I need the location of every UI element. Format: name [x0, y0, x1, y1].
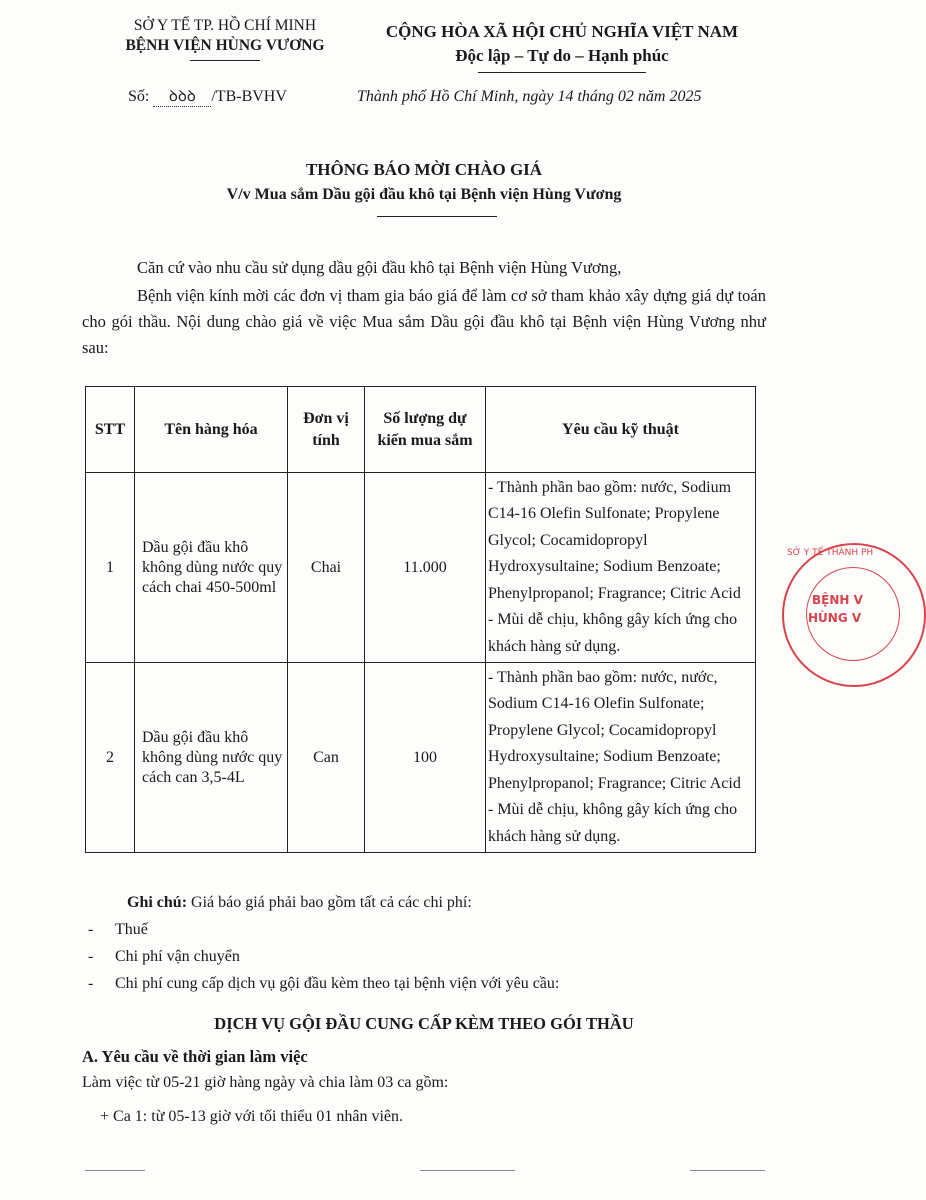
shift-1-text: + Ca 1: từ 05-13 giờ với tối thiểu 01 nhân viên.	[100, 1108, 404, 1125]
list-dash: -	[88, 921, 94, 938]
list-item-text: Chi phí cung cấp dịch vụ gội đầu kèm theo tại bệnh viện với yêu cầu:	[115, 975, 560, 992]
row-unit: Chai	[288, 473, 365, 663]
document-subtitle: V/v Mua sắm Dầu gội đầu khô tại Bệnh viện Hùng Vương	[226, 186, 622, 203]
issuer-block	[95, 16, 355, 56]
header-qty: Số lượng dự kiến mua sắm	[365, 387, 486, 473]
row-requirement-scent: - Mùi dễ chịu, không gây kích ứng cho khách hàng sử dụng.	[488, 611, 738, 655]
document-title: THÔNG BÁO MỜI CHÀO GIÁ	[305, 160, 543, 179]
row-stt: 2	[86, 663, 135, 853]
list-dash: -	[88, 975, 94, 992]
table-row	[86, 473, 756, 663]
work-hours-text: Làm việc từ 05-21 giờ hàng ngày và chia làm 03 ca gồm:	[82, 1074, 449, 1091]
row-name: Dầu gội đầu khô không dùng nước quy cách can 3,5-4L	[135, 663, 288, 853]
row-unit: Can	[288, 663, 365, 853]
row-requirement-composition: - Thành phần bao gồm: nước, nước, Sodium C14-16 Olefin Sulfonate; Propylene Glycol; Cocamidopropyl Hydroxysultaine; Sodium Benzoate; Phenylpropanol; Fragrance; Citric Acid	[488, 668, 741, 792]
footer-mark	[85, 1170, 145, 1171]
document-number	[128, 86, 287, 107]
list-item	[88, 948, 240, 966]
service-title: DỊCH VỤ GỘI ĐẦU CUNG CẤP KÈM THEO GÓI THẦU	[214, 1014, 634, 1033]
footer-mark	[690, 1170, 765, 1171]
list-item-text: Chi phí vận chuyển	[115, 948, 240, 965]
document-number-suffix: /TB-BVHV	[211, 88, 287, 105]
intro-paragraph-1: Căn cứ vào nhu cầu sử dụng dầu gội đầu khô tại Bệnh viện Hùng Vương,	[137, 258, 622, 277]
stamp-line-1: BỆNH V	[812, 593, 863, 607]
table-row	[86, 663, 756, 853]
items-table	[85, 386, 756, 853]
issuer-hospital: BỆNH VIỆN HÙNG VƯƠNG	[125, 37, 325, 54]
intro-paragraph-2: Bệnh viện kính mời các đơn vị tham gia báo giá để làm cơ sở tham khảo xây dựng giá dự toán cho gói thầu. Nội dung chào giá về việc Mua sắm Dầu gội đầu khô tại Bệnh viện Hùng Vương như sau:	[82, 286, 766, 357]
header-unit: Đơn vị tính	[288, 387, 365, 473]
row-requirements	[486, 473, 756, 663]
header-requirements: Yêu cầu kỹ thuật	[486, 387, 756, 473]
row-stt: 1	[86, 473, 135, 663]
stamp-arc-text: SỞ Y TẾ THÀNH PH	[787, 548, 874, 558]
national-header	[352, 20, 772, 68]
row-requirements	[486, 663, 756, 853]
list-item	[88, 921, 148, 939]
section-a-heading: A. Yêu cầu về thời gian làm việc	[82, 1047, 308, 1066]
issuer-department: SỞ Y TẾ TP. HỒ CHÍ MINH	[133, 17, 317, 34]
row-requirement-composition: - Thành phần bao gồm: nước, Sodium C14-16 Olefin Sulfonate; Propylene Glycol; Cocamidopropyl Hydroxysultaine; Sodium Benzoate; Phenylpropanol; Fragrance; Citric Acid	[488, 478, 741, 602]
issuer-underline	[190, 60, 260, 61]
national-motto: Độc lập – Tự do – Hạnh phúc	[455, 46, 669, 65]
note-label: Ghi chú:	[127, 894, 188, 911]
document-number-value: ꝺꝺꝺ	[153, 86, 211, 107]
document-number-prefix: Số:	[128, 88, 150, 105]
note-line	[127, 894, 472, 912]
national-title: CỘNG HÒA XÃ HỘI CHỦ NGHĨA VIỆT NAM	[385, 22, 739, 41]
motto-underline	[478, 72, 646, 73]
row-qty: 100	[365, 663, 486, 853]
document-date: Thành phố Hồ Chí Minh, ngày 14 tháng 02 năm 2025	[357, 88, 702, 105]
list-item-text: Thuế	[115, 921, 148, 938]
footer-mark	[420, 1170, 515, 1171]
subtitle-underline	[377, 216, 497, 217]
header-stt: STT	[86, 387, 135, 473]
header-name: Tên hàng hóa	[135, 387, 288, 473]
list-dash: -	[88, 948, 94, 965]
hospital-stamp	[782, 543, 926, 687]
list-item	[88, 975, 559, 993]
row-name: Dầu gội đầu khô không dùng nước quy cách chai 450-500ml	[135, 473, 288, 663]
row-requirement-scent: - Mùi dễ chịu, không gây kích ứng cho khách hàng sử dụng.	[488, 801, 738, 845]
table-header-row	[86, 387, 756, 473]
stamp-line-2: HÙNG V	[808, 611, 862, 625]
row-qty: 11.000	[365, 473, 486, 663]
note-text: Giá báo giá phải bao gồm tất cả các chi phí:	[187, 894, 472, 911]
